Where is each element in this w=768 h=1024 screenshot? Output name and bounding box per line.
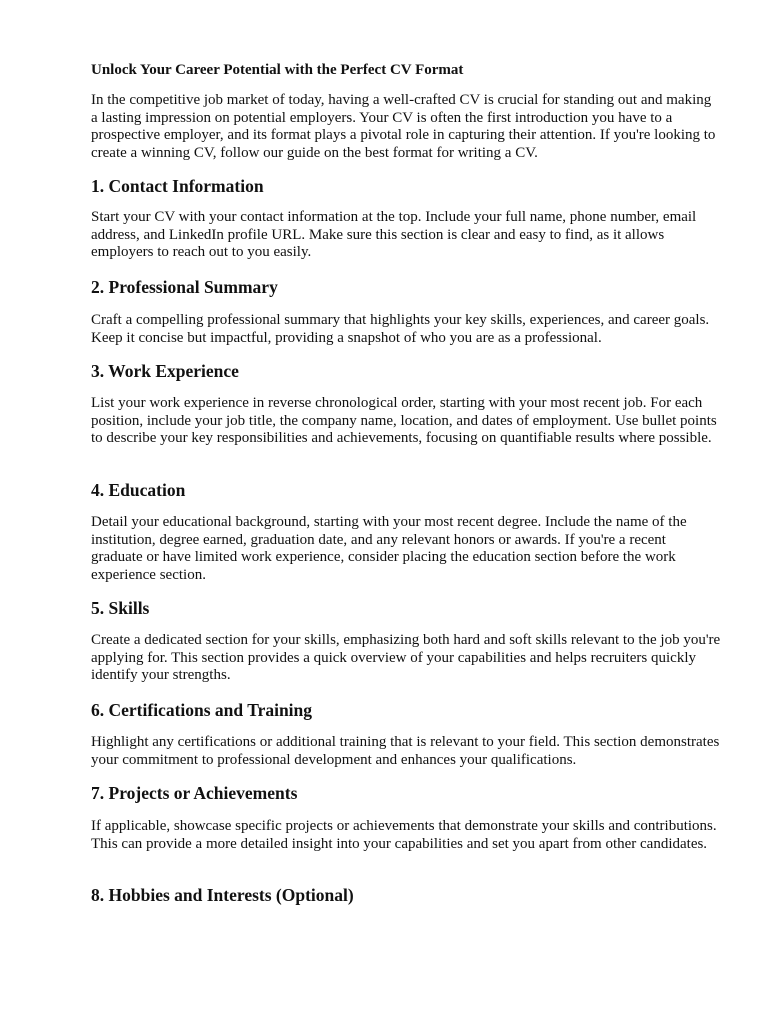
intro-paragraph: In the competitive job market of today, having a well-crafted CV is crucial for standing out and making a lasting impression on potential employers. Your CV is often the first introduction you have to a prospective employer, and its format plays a pivotal role in capturing their attention. If you're looking to create a winning CV, follow our guide on the best format for writing a CV. (91, 92, 716, 161)
section-body-work-experience: List your work experience in reverse chronological order, starting with your most recent job. For each position, include your job title, the company name, location, and dates of employment. Use bullet points to describe your key responsibilities and achievements, focusing on quantifiable results where possible. (91, 395, 717, 447)
section-body-education: Detail your educational background, starting with your most recent degree. Include the name of the institution, degree earned, graduation date, and any relevant honors or awards. If you're a recent graduate or have limited work experience, consider placing the education section before the work experience section. (91, 514, 687, 583)
section-body-certifications-and-training: Highlight any certifications or additional training that is relevant to your field. This section demonstrates your commitment to professional development and enhances your qualifications. (91, 734, 720, 768)
section-body-professional-summary: Craft a compelling professional summary that highlights your key skills, experiences, and career goals. Keep it concise but impactful, providing a snapshot of who you are as a professional. (91, 312, 710, 346)
section-heading-work-experience: 3. Work Experience (91, 361, 239, 381)
section-heading-hobbies-and-interests: 8. Hobbies and Interests (Optional) (91, 885, 354, 905)
section-heading-contact-information: 1. Contact Information (91, 176, 264, 196)
section-heading-certifications-and-training: 6. Certifications and Training (91, 700, 313, 720)
section-heading-professional-summary: 2. Professional Summary (91, 277, 278, 297)
section-heading-education: 4. Education (91, 480, 186, 500)
section-body-contact-information: Start your CV with your contact information at the top. Include your full name, phone number, email address, and LinkedIn profile URL. Make sure this section is clear and easy to find, as it allows employers to reach out to you easily. (91, 209, 697, 261)
section-heading-skills: 5. Skills (91, 598, 150, 618)
section-body-skills: Create a dedicated section for your skills, emphasizing both hard and soft skills relevant to the job you're applying for. This section provides a quick overview of your capabilities and helps recruiters quickly identify your strengths. (91, 632, 721, 684)
section-heading-projects-or-achievements: 7. Projects or Achievements (91, 783, 298, 803)
document-title: Unlock Your Career Potential with the Perfect CV Format (91, 62, 464, 78)
section-body-projects-or-achievements: If applicable, showcase specific projects or achievements that demonstrate your skills and contributions. This can provide a more detailed insight into your capabilities and set you apart from other candidates. (91, 818, 717, 852)
